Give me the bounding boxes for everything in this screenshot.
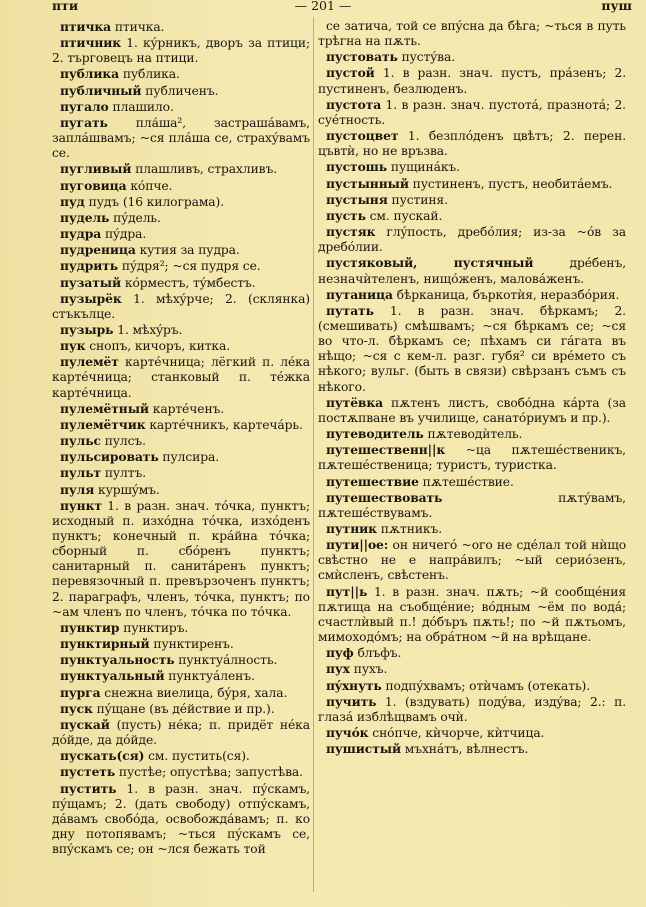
headword: пудра: [60, 226, 102, 242]
headword: пустить: [60, 780, 117, 796]
definition: 1. мѣхýрче; 2. (склянка) стъкълце.: [52, 291, 310, 321]
dictionary-entry: [52, 194, 310, 210]
definition: пѫтникъ.: [380, 522, 443, 536]
dictionary-entry: [52, 19, 310, 35]
definition: снежна виелица, бýря, хала.: [104, 685, 288, 700]
definition: пустиненъ, пустъ, необитáемъ.: [412, 176, 613, 191]
headword: пункт: [60, 497, 102, 513]
definition: подпýхвамъ; отѝчамъ (отекать).: [385, 678, 591, 693]
definition: пѫтешéствие.: [422, 474, 514, 489]
right-column: [318, 19, 626, 757]
headword: пунктуальный: [60, 668, 165, 684]
dictionary-entry: [318, 49, 626, 65]
definition: се затича, той се впýсна да бѣга; ~ться в путь трѣгна на пѫть.: [318, 19, 626, 49]
definition: плашливъ, страхливъ.: [135, 162, 278, 177]
headword: путёвка: [326, 394, 384, 410]
dictionary-entry: [318, 208, 626, 224]
headword: пустеть: [60, 764, 116, 780]
headword: пустынный: [326, 175, 409, 191]
headword: птичка: [60, 19, 111, 34]
page-number: — 201 —: [294, 0, 352, 13]
headword: пустяковый, пустячный: [326, 255, 534, 271]
headword: пугливый: [60, 161, 132, 177]
headword: путешественн||к: [326, 442, 446, 458]
headword: путать: [326, 302, 374, 318]
header-guide-word-right: пуш: [601, 0, 632, 13]
dictionary-entry: [318, 521, 626, 537]
dictionary-entry: [318, 303, 626, 395]
definition: 1. кýрникъ, дворъ за птици; 2. търговецъ на птици.: [52, 36, 310, 66]
definition: пудъ (16 килограма).: [88, 194, 225, 209]
definition: 1. в разн. знач. пустотá, празнотá; 2. суéтность.: [318, 97, 626, 127]
headword: пук: [60, 338, 86, 354]
dictionary-entry: [318, 490, 626, 521]
definition: пунктиръ.: [123, 620, 189, 635]
headword: пульт: [60, 465, 102, 481]
dictionary-entry: [52, 354, 310, 400]
headword: пустяк: [326, 224, 376, 240]
definition: дрéбенъ, незначѝтеленъ, нищóженъ, маловáженъ.: [318, 256, 626, 286]
dictionary-entry: [52, 35, 310, 66]
headword: пулемётчик: [60, 416, 146, 432]
dictionary-entry: [52, 258, 310, 274]
dictionary-entry: [52, 401, 310, 417]
definition: пѫтеводѝтель.: [427, 427, 523, 442]
headword: пут||ь: [326, 583, 368, 599]
headword: птичник: [60, 35, 122, 51]
definition: пулсира.: [162, 450, 220, 465]
definition: пулсъ.: [104, 434, 146, 449]
dictionary-entry: [52, 781, 310, 858]
dictionary-entry: [52, 433, 310, 449]
definition: 1. в разн. знач. тóчка, пунктъ; исходный п. изхóдна тóчка, изхóденъ пунктъ; конечный п. крáйна тóчка; сборный п. сбóренъ пунктъ; санитарный п. санитáренъ пунктъ; перевязочный п. превързоченъ пунктъ; 2. параграфъ, членъ, тóчка, пунктъ; по ~ам членъ по членъ, тóчка по тóчка.: [52, 498, 310, 619]
headword: пулемёт: [60, 354, 119, 370]
definition: картéченъ.: [152, 401, 225, 416]
headword: пустошь: [326, 159, 388, 175]
definition: блъфъ.: [357, 646, 402, 661]
definition: 1. в разн. знач. пустъ, прáзенъ; 2. пустиненъ, безлюденъ.: [318, 66, 627, 96]
definition: пунктуáлность.: [178, 653, 278, 668]
dictionary-entry: [52, 668, 310, 684]
headword: пустовать: [326, 49, 398, 65]
definition: пунктиренъ.: [153, 637, 234, 652]
headword: путник: [326, 521, 377, 536]
headword: пульс: [60, 433, 101, 449]
definition: пухъ.: [353, 662, 388, 677]
dictionary-entry: [52, 417, 310, 433]
headword: пулемётный: [60, 400, 149, 416]
dictionary-entry: [318, 19, 626, 49]
headword: пустой: [326, 65, 375, 81]
headword: пузырёк: [60, 290, 122, 306]
definition: пла́ша², застрашáвамъ, заплáшвамъ; ~ся плáша се, страхýвамъ се.: [52, 115, 310, 161]
dictionary-entry: [318, 537, 626, 583]
definition: публиченъ.: [145, 83, 219, 98]
dictionary-entry: [52, 178, 310, 194]
definition: публика.: [122, 67, 180, 82]
headword: пурга: [60, 684, 101, 700]
dictionary-entry: [52, 748, 310, 764]
definition: 1. мѣхýръ.: [117, 322, 183, 337]
header-guide-word-left: пти: [52, 0, 79, 13]
definition: мъхнáтъ, вѣлнестъ.: [404, 742, 529, 757]
dictionary-entry: [52, 449, 310, 465]
definition: пултъ.: [104, 466, 147, 481]
definition: 1. в разн. знач. бѣркамъ; 2. (смешивать) смѣшвамъ; ~ся бѣркамъ се; ~ся во что-л. бѣркамъ се; пѣхамъ си гáгата въ нѣщо; ~ся с кем-л. разг. губя² си врéмето съ нѣкого; вульг. (быть в связи) свѣрзанъ съмъ съ нѣкого.: [318, 303, 626, 394]
headword: пульсировать: [60, 449, 159, 465]
dictionary-entry: [318, 97, 626, 128]
headword: пустыня: [326, 191, 388, 207]
dictionary-entry: [318, 584, 626, 646]
dictionary-entry: [318, 159, 626, 175]
dictionary-entry: [52, 275, 310, 291]
dictionary-entry: [52, 717, 310, 748]
headword: пушистый: [326, 741, 401, 757]
dictionary-entry: [318, 287, 626, 303]
definition: 1. в разн. знач. пýскамъ, пýщамъ; 2. (дать свободу) отпýскамъ, дáвамъ свобóда, освобождáвамъ; п. ко дну потопявамъ; ~ться пýскамъ се, впýскамъ се; он ~лся бежать той: [52, 781, 310, 857]
definition: плашило.: [112, 99, 174, 114]
headword: пути||ое:: [326, 537, 389, 553]
definition: куршýмъ.: [98, 482, 160, 497]
dictionary-entry: [52, 636, 310, 652]
headword: пунктуальность: [60, 652, 175, 668]
headword: пуля: [60, 481, 95, 497]
headword: пускай: [60, 716, 110, 732]
dictionary-entry: [318, 661, 626, 677]
dictionary-entry: [52, 338, 310, 354]
left-column: [52, 19, 310, 857]
dictionary-entry: [318, 426, 626, 442]
definition: пунктуáленъ.: [168, 669, 255, 684]
headword: пуск: [60, 700, 93, 716]
definition: 1. безплóденъ цвѣтъ; 2. перен. цъвтѝ, но не връзва.: [318, 129, 627, 159]
dictionary-entry: [318, 474, 626, 490]
dictionary-entry: [52, 652, 310, 668]
headword: пудреница: [60, 242, 136, 258]
dictionary-entry: [52, 83, 310, 99]
headword: пугать: [60, 114, 108, 130]
headword: пух: [326, 661, 350, 677]
definition: 1. в разн. знач. пѫть; ~й сообщéния пѫтища на съобщéние; вóдным ~ём по водá; счастлѝвый п.! дóбъръ пѫть!; по ~й пѫтьомъ, мимоходóмъ; на обрáтном ~й на врѣщане.: [318, 584, 626, 645]
dictionary-entry: [318, 255, 626, 286]
dictionary-entry: [318, 741, 626, 757]
dictionary-entry: [52, 764, 310, 780]
definition: он ничегó ~ого не сдéлал той нѝщо свѣстно не е напрáвилъ; ~ый сериóзенъ, смѝсленъ, свѣстенъ.: [318, 538, 627, 583]
definition: бѣрканица, бъркотѝя, неразбóрия.: [396, 287, 620, 302]
definition: пýдря²; ~ся пудря се.: [121, 259, 261, 274]
dictionary-entry: [52, 498, 310, 620]
definition: птичка.: [114, 20, 165, 34]
dictionary-entry: [318, 678, 626, 694]
definition: 1. (вздувать) подýва, издýва; 2.: п. глазá изблѣщвамъ очѝ.: [318, 694, 626, 724]
dictionary-entry: [318, 725, 626, 741]
headword: пýхнуть: [326, 677, 382, 693]
definition: пущинáкъ.: [390, 160, 460, 175]
dictionary-entry: [318, 694, 626, 725]
definition: снопъ, кичоръ, китка.: [89, 339, 231, 354]
definition: пѫтенъ листъ, свобóдна кáрта (за постѫпване въ училище, санатóриумъ и пр.).: [318, 395, 626, 425]
headword: путешествовать: [326, 489, 443, 505]
headword: путаница: [326, 286, 393, 302]
headword: пуф: [326, 645, 354, 661]
dictionary-entry: [318, 65, 626, 96]
headword: пунктирный: [60, 636, 150, 652]
definition: пýдель.: [113, 210, 161, 225]
dictionary-entry: [52, 291, 310, 322]
headword: публичный: [60, 82, 142, 98]
definition: глýпость, дребóлия; из-за ~óв за дребóлии.: [318, 225, 626, 255]
headword: пудрить: [60, 258, 119, 274]
definition: пýдра.: [104, 227, 147, 242]
definition: (пусть) нéка; п. придёт нéка дóйде, да дóйде.: [52, 717, 311, 748]
headword: пучóк: [326, 725, 369, 741]
headword: пузырь: [60, 321, 114, 337]
definition: пустýва.: [401, 50, 456, 65]
headword: пунктир: [60, 619, 120, 635]
headword: путеводитель: [326, 426, 424, 442]
headword: пустоцвет: [326, 128, 399, 144]
definition: см. пускай.: [369, 208, 443, 223]
definition: кóпче.: [130, 178, 173, 193]
definition: пустиня.: [391, 192, 448, 207]
dictionary-entry: [318, 176, 626, 192]
definition: пýщане (въ дéйствие и пр.).: [96, 701, 275, 716]
definition: ~ца пѫтешéственикъ, пѫтешéственица; туристъ, туристка.: [318, 443, 626, 473]
definition: картéчникъ, картечáрь.: [149, 417, 303, 432]
dictionary-entry: [318, 192, 626, 208]
headword: пуговица: [60, 177, 127, 193]
definition: пустѣе; опустѣва; запустѣва.: [118, 765, 303, 780]
definition: кутия за пудра.: [139, 243, 240, 258]
dictionary-entry: [318, 442, 626, 473]
dictionary-entry: [52, 701, 310, 717]
definition: кóрместъ, тýмбестъ.: [124, 275, 256, 290]
dictionary-entry: [318, 224, 626, 255]
headword: публика: [60, 66, 120, 82]
definition: снóпче, кѝчорче, кѝтчица.: [372, 726, 545, 741]
headword: пугало: [60, 98, 109, 114]
dictionary-entry: [52, 210, 310, 226]
definition: см. пустить(ся).: [148, 749, 250, 764]
headword: пустота: [326, 96, 382, 112]
definition: пѫтýвамъ, пѫтешéствувамъ.: [318, 490, 626, 520]
dictionary-entry: [52, 465, 310, 481]
headword: пудель: [60, 209, 110, 225]
dictionary-entry: [52, 115, 310, 161]
dictionary-entry: [52, 620, 310, 636]
dictionary-entry: [52, 99, 310, 115]
dictionary-entry: [318, 645, 626, 661]
headword: пучить: [326, 693, 377, 709]
dictionary-entry: [52, 242, 310, 258]
dictionary-entry: [52, 226, 310, 242]
dictionary-entry: [52, 161, 310, 177]
dictionary-entry: [318, 128, 626, 159]
column-divider: [313, 17, 314, 892]
headword: пузатый: [60, 274, 122, 290]
dictionary-entry: [52, 482, 310, 498]
headword: пусть: [326, 207, 366, 223]
headword: пускать(ся): [60, 748, 145, 764]
headword: пуд: [60, 193, 85, 209]
definition: картéчница; лёгкий п. лéка картéчница; станковый п. тéжка картéчница.: [52, 355, 310, 400]
dictionary-entry: [318, 395, 626, 426]
headword: путешествие: [326, 473, 419, 489]
dictionary-entry: [52, 322, 310, 338]
dictionary-entry: [52, 685, 310, 701]
dictionary-entry: [52, 66, 310, 82]
